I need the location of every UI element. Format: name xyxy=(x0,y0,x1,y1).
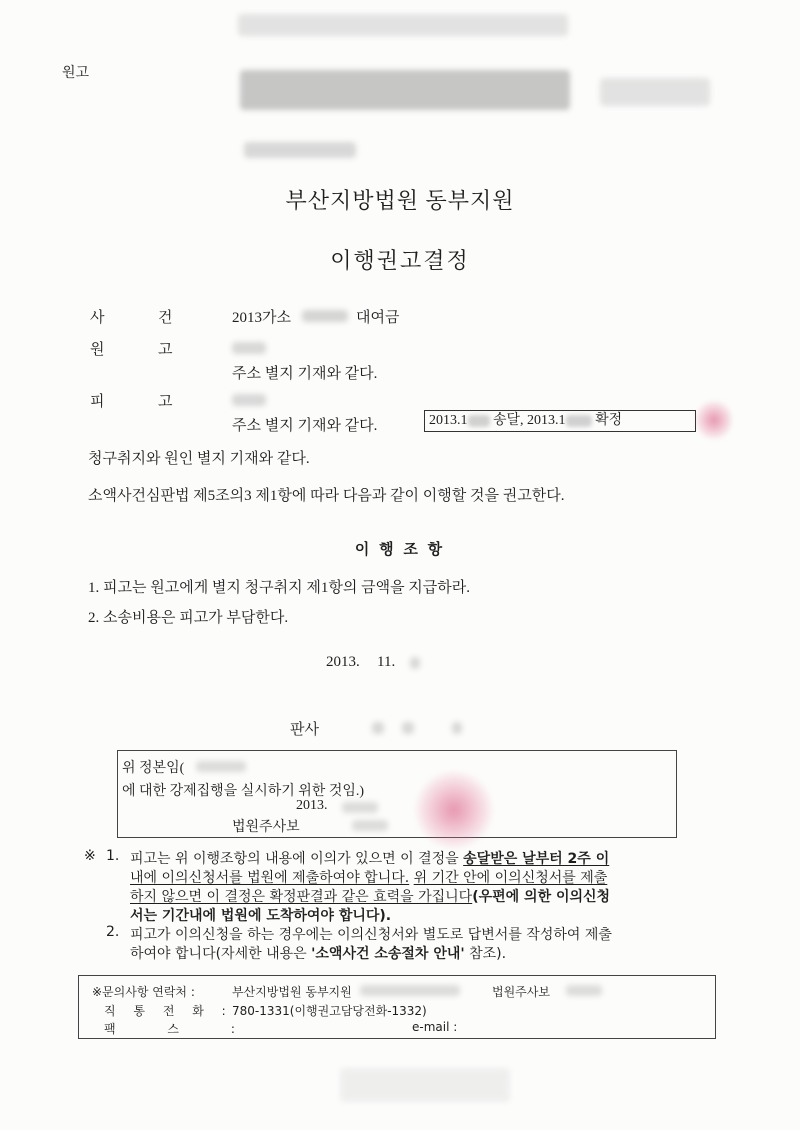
clerk-title: 법원주사보 xyxy=(232,820,300,835)
defendant-label-first: 피 xyxy=(90,394,105,410)
phone-label: 직 통 전 화 : xyxy=(104,1004,226,1018)
served-date-prefix: 2013.1 xyxy=(429,413,468,428)
seal-stamp xyxy=(696,398,732,442)
plaintiff-address: 주소 별지 기재와 같다. xyxy=(232,366,378,382)
seal-stamp xyxy=(414,770,494,850)
note-emphasis: 송달받은 날부터 2주 이 xyxy=(463,851,610,867)
redacted-block xyxy=(352,820,388,831)
note-line xyxy=(130,848,609,868)
redacted-block xyxy=(302,310,348,322)
redacted-block xyxy=(232,394,266,406)
note-text: 참조). xyxy=(469,946,507,962)
judge-label: 판사 xyxy=(290,722,319,738)
contact-label: ※문의사항 연락처 : xyxy=(92,985,195,999)
clause-item: 1. 피고는 원고에게 별지 청구취지 제1항의 금액을 지급하라. xyxy=(88,580,471,596)
note-bold: (우편에 의한 이의신청 xyxy=(472,889,611,905)
note-item-number: 1. xyxy=(106,848,120,864)
note-line: 서는 기간내에 법원에 도착하여야 합니다). xyxy=(130,908,392,924)
document-title: 이행권고결정 xyxy=(330,248,470,273)
case-number: 2013가소 xyxy=(232,310,291,326)
note-item-number: 2. xyxy=(106,924,120,940)
redacted-block xyxy=(410,657,420,669)
note-line: 피고가 이의신청을 하는 경우에는 이의신청서와 별도로 답변서를 작성하여 제출 xyxy=(130,927,612,943)
clause-item: 2. 소송비용은 피고가 부담한다. xyxy=(88,610,289,626)
basis-text: 소액사건심판법 제5조의3 제1항에 따라 다음과 같이 이행할 것을 권고한다. xyxy=(88,488,565,504)
certification-line1: 위 정본임( xyxy=(122,761,185,776)
case-label-second: 건 xyxy=(158,310,173,326)
note-marker: ※ xyxy=(84,848,96,864)
case-label-first: 사 xyxy=(90,310,105,326)
certification-date-year: 2013. xyxy=(296,798,328,813)
decision-year: 2013. xyxy=(326,654,360,670)
faded-stamp xyxy=(340,1068,510,1102)
redacted-block xyxy=(196,761,246,772)
plaintiff-label-second: 고 xyxy=(158,342,173,358)
note-bold: '소액사건 소송절차 안내' xyxy=(311,946,465,962)
court-name: 부산지방법원 동부지원 xyxy=(285,188,515,213)
service-status-box xyxy=(424,410,696,432)
phone-value: 780-1331(이행권고담당전화-1332) xyxy=(232,1004,427,1018)
redacted-block xyxy=(566,415,592,427)
defendant-address: 주소 별지 기재와 같다. xyxy=(232,418,378,434)
final-label: 확정 xyxy=(595,413,623,428)
case-type: 대여금 xyxy=(356,310,400,326)
note-emphasis: 내에 이의신청서를 법원에 제출하여야 합니다. xyxy=(130,870,410,886)
redacted-block xyxy=(600,78,710,106)
redacted-block xyxy=(240,70,570,110)
claim-text: 청구취지와 원인 별지 기재와 같다. xyxy=(88,451,310,467)
contact-clerk-title: 법원주사보 xyxy=(492,985,550,999)
redacted-block xyxy=(232,342,266,354)
contact-court: 부산지방법원 동부지원 xyxy=(232,985,352,999)
redacted-block xyxy=(452,722,462,734)
plaintiff-label-first: 원 xyxy=(90,342,105,358)
note-emphasis: 하지 않으면 이 결정은 확정판결과 같은 효력을 가집니다 xyxy=(130,889,473,905)
note-line xyxy=(130,886,610,906)
decision-month: 11. xyxy=(377,654,396,670)
certification-line2: 에 대한 강제집행을 실시하기 위한 것임.) xyxy=(122,784,365,799)
redacted-block xyxy=(468,415,490,427)
note-text: 하여야 합니다(자세한 내용은 xyxy=(130,946,307,962)
clauses-heading: 이 행 조 항 xyxy=(354,542,446,558)
redacted-block xyxy=(402,722,414,734)
redacted-block xyxy=(342,802,378,813)
redacted-block xyxy=(244,142,356,158)
note-emphasis: 위 기간 안에 이의신청서를 제출 xyxy=(413,870,608,886)
corner-label: 원고 xyxy=(62,66,90,81)
served-label: 송달, 2013.1 xyxy=(493,413,566,428)
defendant-label-second: 고 xyxy=(158,394,173,410)
note-text: 피고는 위 이행조항의 내용에 이의가 있으면 이 결정을 xyxy=(130,851,459,867)
fax-label: 팩 스 : xyxy=(104,1022,235,1036)
redacted-block xyxy=(360,985,460,996)
note-line xyxy=(130,943,506,963)
redacted-block xyxy=(372,722,384,734)
email-label: e-mail : xyxy=(412,1020,458,1034)
note-line xyxy=(130,867,607,887)
redacted-block xyxy=(566,985,602,996)
redacted-block xyxy=(238,14,568,36)
